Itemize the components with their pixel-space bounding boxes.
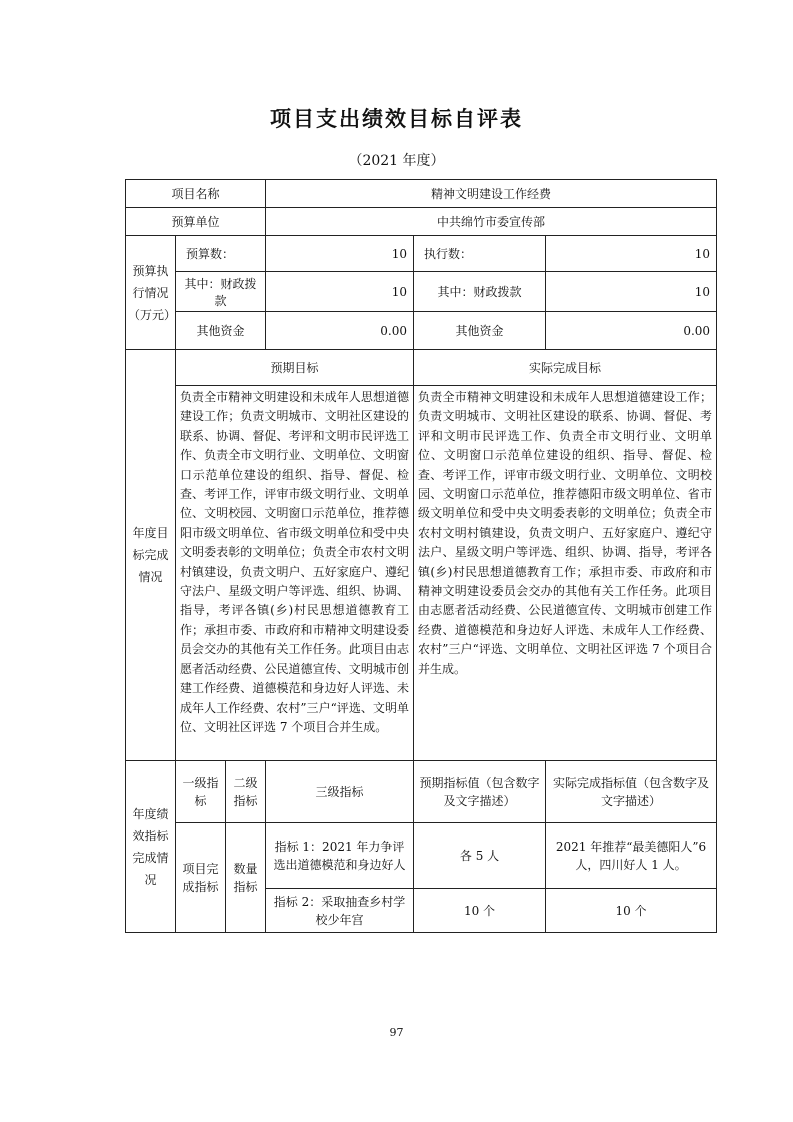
other-funds-row: [126, 312, 717, 350]
expected-value-header: 预期指标值（包含数字及文字描述）: [414, 761, 546, 823]
year-subtitle: （2021 年度）: [348, 153, 445, 169]
other-budget-value: 0.00: [266, 312, 414, 350]
fiscal-budget-value: 10: [266, 272, 414, 312]
indicator-header-row: [126, 761, 717, 823]
project-name-value: 精神文明建设工作经费: [266, 180, 717, 208]
execution-amount-value: 10: [546, 236, 717, 272]
annual-goal-label: 年度目标完成情况: [126, 350, 176, 761]
actual-goal-text: 负责全市精神文明建设和未成年人思想道德建设工作；负责文明城市、文明社区建设的联系、协调、督促、考评和文明市民评选工作、负责全市文明行业、文明单位、文明窗口示范单位建设的组织、指导、督促、检查、考评工作，评审市级文明行业、文明单位、文明校园、文明窗口示范单位，推荐德阳市级文明单位、省市级文明单位和受中央文明委表彰的文明单位；负责全市农村文明村镇建设，负责文明户、五好家庭户、遵纪守法户、星级文明户等评选、组织、协调、指导，考评各镇(乡)村民思想道德教育工作；承担市委、市政府和市精神文明建设委员会交办的其他有关工作任务。此项目由志愿者活动经费、公民道德宣传、文明城市创建工作经费、道德模范和身边好人评选、未成年人工作经费、农村”三户“评选、文明单位、文明社区评选 7 个项目合并生成。: [414, 386, 717, 761]
page-number: 97: [389, 1026, 404, 1039]
actual-value-header: 实际完成指标值（包含数字及文字描述）: [546, 761, 717, 823]
budget-unit-row: [126, 208, 717, 236]
other-budget-label: 其他资金: [176, 312, 266, 350]
level3-header: 三级指标: [266, 761, 414, 823]
level2-header: 二级指标: [226, 761, 266, 823]
expected-goal-text: 负责全市精神文明建设和未成年人思想道德建设工作；负责文明城市、文明社区建设的联系、协调、督促、考评和文明市民评选工作、负责全市文明行业、文明单位、文明窗口示范单位建设的组织、指导、督促、检查、考评工作，评审市级文明行业、文明单位、文明校园、文明窗口示范单位，推荐德阳市级文明单位、省市级文明单位和受中央文明委表彰的文明单位；负责全市农村文明村镇建设，负责文明户、五好家庭户、遵纪守法户、星级文明户等评选、组织、协调、指导，考评各镇(乡)村民思想道德教育工作；承担市委、市政府和市精神文明建设委员会交办的其他有关工作任务。此项目由志愿者活动经费、公民道德宣传、文明城市创建工作经费、道德模范和身边好人评选、未成年人工作经费、农村”三户“评选、文明单位、文明社区评选 7 个项目合并生成。: [176, 386, 414, 761]
indicator-2-expected: 10 个: [414, 889, 546, 933]
indicator-1-expected: 各 5 人: [414, 823, 546, 889]
execution-amount-label: 执行数：: [414, 236, 546, 272]
level1-header: 一级指标: [176, 761, 226, 823]
project-name-label: 项目名称: [126, 180, 266, 208]
indicator-row-1: [126, 823, 717, 889]
fiscal-budget-label: 其中：财政拨款: [176, 272, 266, 312]
budget-total-row: [126, 236, 717, 272]
actual-goal-header: 实际完成目标: [414, 350, 717, 386]
fiscal-exec-label: 其中：财政拨款: [414, 272, 546, 312]
budget-amount-value: 10: [266, 236, 414, 272]
other-exec-label: 其他资金: [414, 312, 546, 350]
indicator-1-actual: 2021 年推荐“最美德阳人”6 人，四川好人 1 人。: [546, 823, 717, 889]
page-title: 项目支出绩效目标自评表: [270, 106, 523, 131]
level1-value: 项目完成指标: [176, 823, 226, 933]
performance-indicator-label: 年度绩效指标完成情况: [126, 761, 176, 933]
budget-amount-label: 预算数：: [176, 236, 266, 272]
fiscal-row: [126, 272, 717, 312]
self-evaluation-table: [125, 179, 717, 933]
budget-unit-value: 中共绵竹市委宣传部: [266, 208, 717, 236]
fiscal-exec-value: 10: [546, 272, 717, 312]
goals-content-row: [126, 386, 717, 761]
budget-unit-label: 预算单位: [126, 208, 266, 236]
indicator-1-name: 指标 1：2021 年力争评选出道德模范和身边好人: [266, 823, 414, 889]
other-exec-value: 0.00: [546, 312, 717, 350]
expected-goal-header: 预期目标: [176, 350, 414, 386]
indicator-2-name: 指标 2：采取抽查乡村学校少年宫: [266, 889, 414, 933]
level2-value: 数量指标: [226, 823, 266, 933]
project-name-row: [126, 180, 717, 208]
budget-execution-label: 预算执行情况（万元）: [126, 236, 176, 350]
goals-header-row: [126, 350, 717, 386]
indicator-2-actual: 10 个: [546, 889, 717, 933]
